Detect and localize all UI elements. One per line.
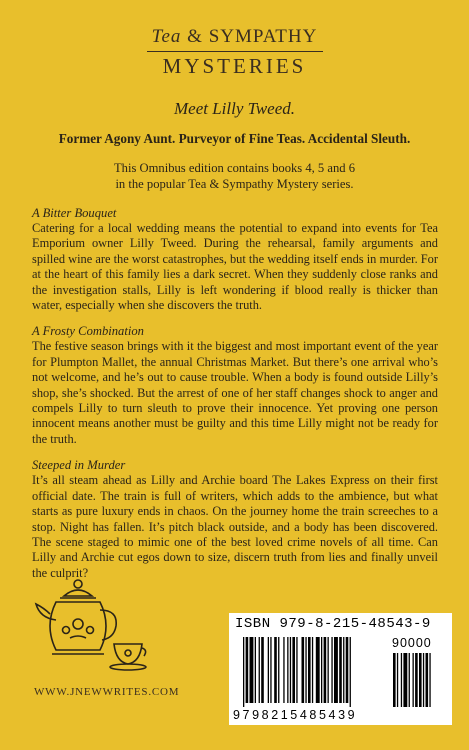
logo-divider [147,51,323,52]
barcode-addon-bar [415,653,418,707]
book-section [32,323,438,447]
logo-sympathy: SYMPATHY [208,26,318,47]
barcode-bar [334,637,338,703]
barcode-addon-bar [397,653,398,707]
book-section [32,205,438,313]
teapot-icon [30,574,150,674]
book-blurb: It’s all steam ahead as Lilly and Archie board The Lakes Express on their first official date. The train is full of writers, which adds to the ambience, but what starts as pure luxury ends in chaos. On the journey home the train screeches to a stop. Night has fallen. It’s pitch black outside, and a body has been discovered. The scene staged to mimic one of the best loved crime novels of all time. Can Lilly and Archie cut egos down to size, discern truth from lies and finally unveil the culprit? [32,473,438,580]
barcode-addon-bar [423,653,424,707]
barcode-bar [290,637,291,703]
barcode-addon-bar [429,653,430,707]
barcode-bar [321,637,322,703]
barcode-bar [324,637,327,703]
isbn-label: ISBN 979-8-215-48543-9 [235,616,431,632]
barcode-bar [343,637,344,703]
omnibus-note [0,160,469,192]
barcode-addon-bar [413,653,414,707]
barcode-bar [316,637,320,703]
logo-tea: Tea [151,26,182,47]
barcode-addon: 90000 [392,636,432,650]
barcode-digits: 9798215485439 [233,708,358,722]
barcode-bar [346,637,349,703]
barcode-bar [305,637,306,703]
barcode-bar [287,637,288,703]
barcode-bar [278,637,279,703]
barcode-addon-bar [393,653,396,707]
barcode-bar [302,637,305,703]
barcode-bar [243,637,244,707]
omnibus-line-2: in the popular Tea & Sympathy Mystery series. [115,177,354,191]
book-section [32,457,438,581]
barcode-bar [270,637,271,703]
tagline: Former Agony Aunt. Purveyor of Fine Teas. Accidental Sleuth. [58,131,411,146]
barcode-bar [268,637,269,703]
barcode-bar [246,637,249,703]
barcode-addon-bar [403,653,407,707]
barcode-bar [250,637,254,703]
barcode-bar [296,637,297,703]
book-title: A Frosty Combination [32,324,144,339]
barcode-bar [259,637,260,703]
barcode-addon-bar [401,653,402,707]
barcode-addon-bar [419,653,422,707]
website-url: WWW.JNEWWRITES.COM [34,686,180,698]
barcode-bar [261,637,264,703]
book-descriptions [32,205,438,591]
isbn-barcode [229,613,452,725]
omnibus-line-1: This Omnibus edition contains books 4, 5 and 6 [113,161,355,175]
logo-mysteries: MYSTERIES [162,54,307,78]
barcode-bar [328,637,329,703]
barcode-bar [255,637,256,703]
book-title: A Bitter Bouquet [32,206,117,220]
barcode-bar [292,637,295,703]
book-blurb: Catering for a local wedding means the potential to expand into events for Tea Emporium owner Lilly Tweed. During the rehearsal, family arguments and spilled wine are the worst catastrophes, but the wedding itself ends in murder. For at the heart of this family lies a dark secret. When they suddenly close ranks and the investigation stalls, Lilly is left wondering if blood really is thicker than water, especially when she discovers the truth. [32,221,438,313]
meet-heading: Meet Lilly Tweed. [173,99,296,118]
barcode-bar [339,637,342,703]
book-blurb: The festive season brings with it the biggest and most important event of the year for Plumpton Mallet, the annual Christmas Market. But there’s one arrival who’s not welcome, and he’s out to cause trouble. When a body is found outside Lilly’s shop, she’s shocked. But the arrest of one of her staff changes shock to anger and compels Lilly to turn sleuth to prove their innocence. Yet proving one person innocent means another must be guilty and this time Lilly might not be ready for the truth. [32,339,438,446]
logo-ampersand: & [187,26,203,47]
series-logo [0,26,469,79]
barcode-bar [331,637,332,703]
barcode-bar [274,637,277,703]
book-title: Steeped in Murder [32,458,126,473]
barcode-bar [350,637,351,707]
barcode-addon-bar [409,653,410,707]
barcode-bar [283,637,284,703]
barcode-addon-bar [426,653,429,707]
barcode-bar [308,637,311,703]
barcode-bar [312,637,313,703]
